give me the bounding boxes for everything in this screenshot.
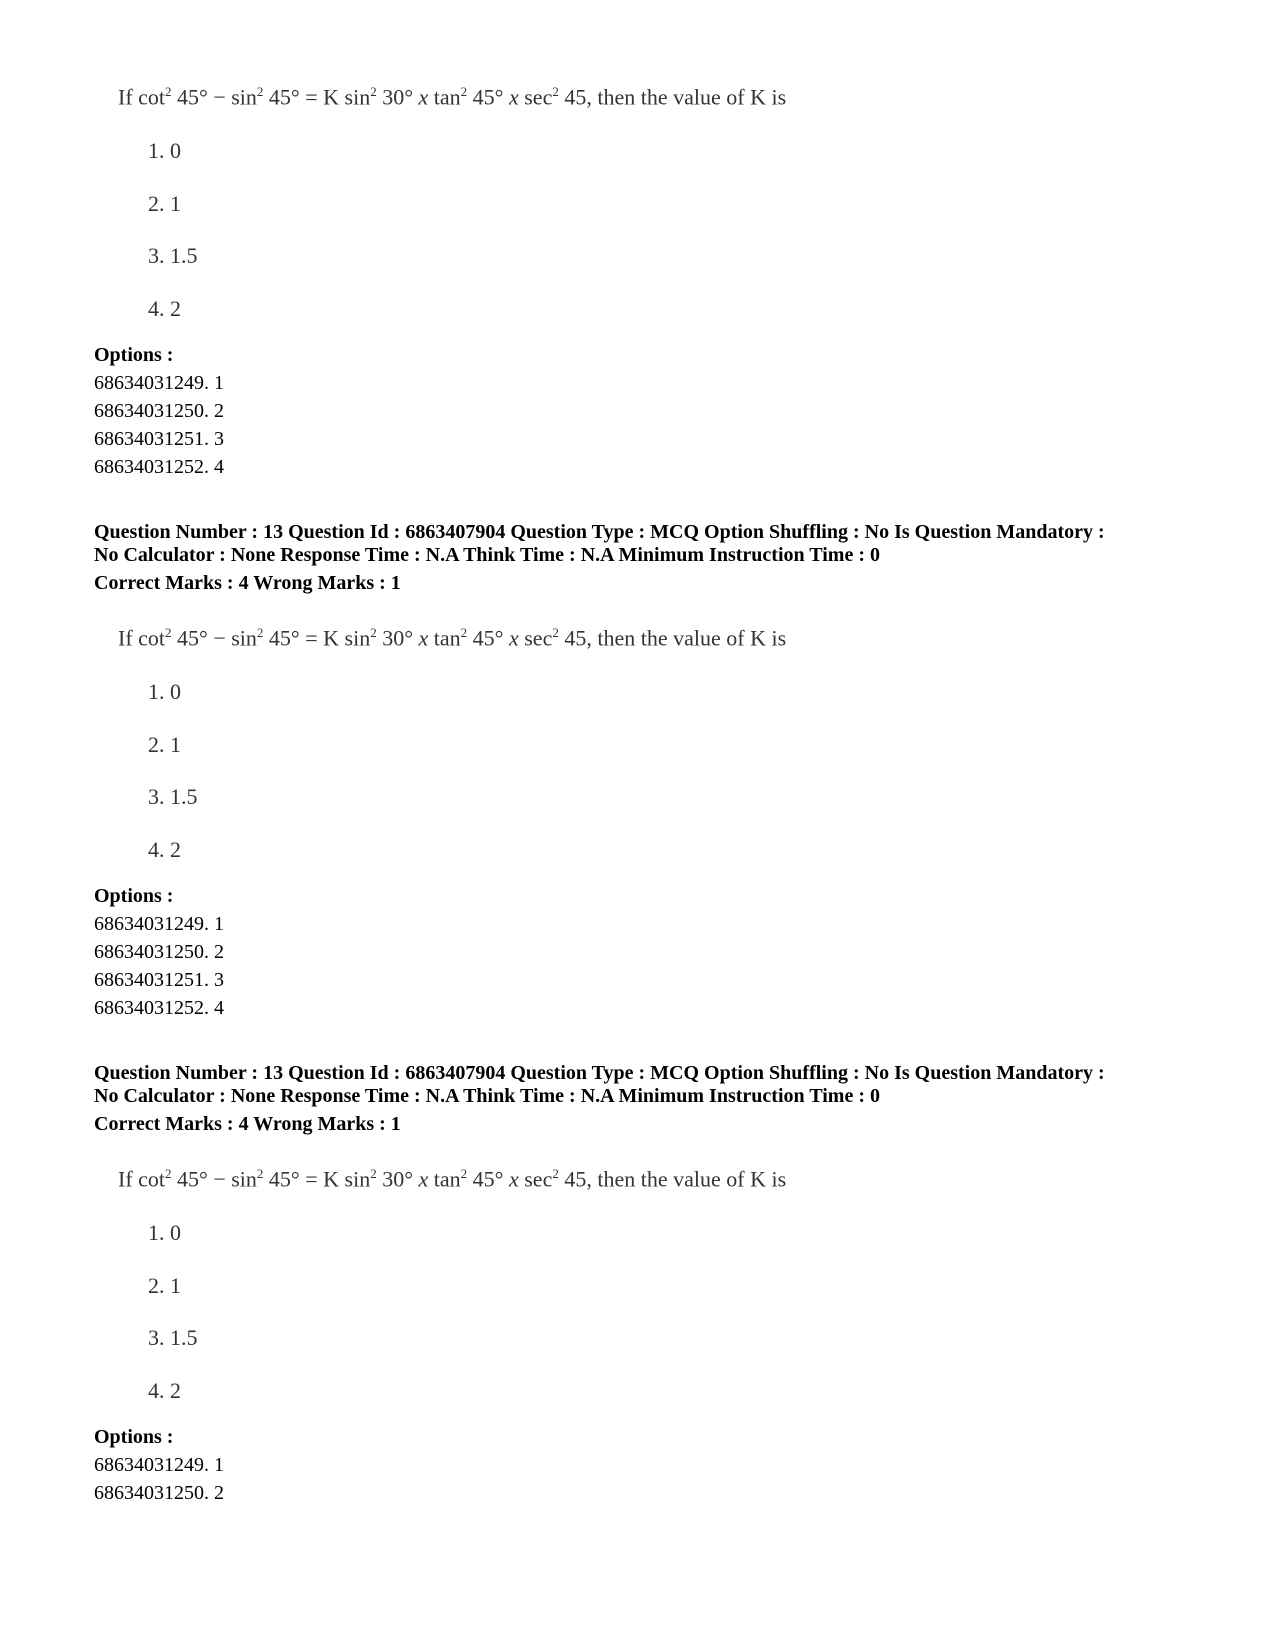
option-id-1: 68634031249. 1 (94, 1454, 224, 1476)
choice-3: 3. 1.5 (148, 243, 198, 268)
question-meta-line-1: Question Number : 13 Question Id : 6863407904 Question Type : MCQ Option Shuffling : No Is Question Mandatory : (94, 521, 1105, 543)
choice-2: 2. 1 (148, 1273, 181, 1298)
choice-4: 4. 2 (148, 296, 181, 321)
question-meta-line-3: Correct Marks : 4 Wrong Marks : 1 (94, 572, 401, 594)
options-label: Options : (94, 885, 174, 907)
option-id-2: 68634031250. 2 (94, 1482, 224, 1504)
choice-4: 4. 2 (148, 837, 181, 862)
option-id-4: 68634031252. 4 (94, 997, 224, 1019)
option-id-1: 68634031249. 1 (94, 913, 224, 935)
option-id-2: 68634031250. 2 (94, 941, 224, 963)
choice-4: 4. 2 (148, 1378, 181, 1403)
question-meta-line-2: No Calculator : None Response Time : N.A Think Time : N.A Minimum Instruction Time : 0 (94, 1085, 880, 1107)
question-text: If $\cot^2 45^\circ - \sin^2 45^\circ = K$ $\sin^2 30^\circ$ x $\tan^2 45^\circ$ x $\sec^2 45$, then the value of K is (118, 625, 787, 651)
question-meta-line-1: Question Number : 13 Question Id : 6863407904 Question Type : MCQ Option Shuffling : No Is Question Mandatory : (94, 1062, 1105, 1084)
option-id-4: 68634031252. 4 (94, 456, 224, 478)
choice-1: 1. 0 (148, 679, 181, 704)
question-meta-line-3: Correct Marks : 4 Wrong Marks : 1 (94, 1113, 401, 1135)
option-id-3: 68634031251. 3 (94, 428, 224, 450)
choice-2: 2. 1 (148, 732, 181, 757)
choice-3: 3. 1.5 (148, 1325, 198, 1350)
option-id-1: 68634031249. 1 (94, 372, 224, 394)
options-label: Options : (94, 1426, 174, 1448)
option-id-2: 68634031250. 2 (94, 400, 224, 422)
option-id-3: 68634031251. 3 (94, 969, 224, 991)
choice-3: 3. 1.5 (148, 784, 198, 809)
options-label: Options : (94, 344, 174, 366)
question-text: If $\cot^2 45^\circ - \sin^2 45^\circ = K$ $\sin^2 30^\circ$ x $\tan^2 45^\circ$ x $\sec^2 45$, then the value of K is (118, 84, 787, 110)
choice-1: 1. 0 (148, 138, 181, 163)
choice-2: 2. 1 (148, 191, 181, 216)
choice-1: 1. 0 (148, 1220, 181, 1245)
question-meta-line-2: No Calculator : None Response Time : N.A Think Time : N.A Minimum Instruction Time : 0 (94, 544, 880, 566)
question-text: If $\cot^2 45^\circ - \sin^2 45^\circ = K$ $\sin^2 30^\circ$ x $\tan^2 45^\circ$ x $\sec^2 45$, then the value of K is (118, 1166, 787, 1192)
